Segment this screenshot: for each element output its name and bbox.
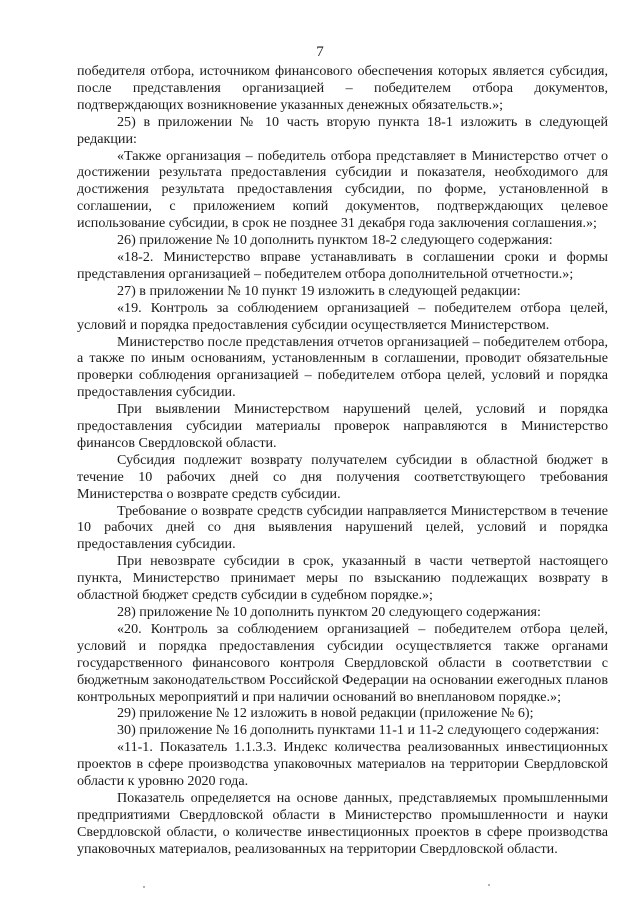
scan-artifact: [488, 884, 490, 886]
paragraph-item-30: 30) приложение № 16 дополнить пунктами 11-1 и 11-2 следующего содержания:: [117, 722, 600, 739]
paragraph-subsidy-return: Субсидия подлежит возврату получателем субсидии в областной бюджет в течение 10 рабочих дней со дня получения соответствующего требования Министерства о возврате средств субсидии.: [77, 451, 608, 502]
page-number: 7: [316, 44, 324, 60]
paragraph-continuation: победителя отбора, источником финансового обеспечения которых является субсидия, после представления организацией – победителем отбора документов, подтверждающих возникновение указанных денежных обязательств.»;: [77, 63, 608, 113]
paragraph-quote-18-1: «Также организация – победитель отбора представляет в Министерство отчет о достижении результата предоставления субсидии и показателя, необходимого для достижения результата предоставления субсидии, по форме, установленной в соглашении, с приложением копий документов, подтверждающих целевое использование субсидии, в срок не позднее 31 декабря года заключения соглашения.»;: [77, 147, 608, 232]
paragraph-quote-18-2: «18-2. Министерство вправе устанавливать в соглашении сроки и формы представления организацией – победителем отбора дополнительной отчетности.»;: [77, 248, 608, 282]
paragraph-violations: При выявлении Министерством нарушений целей, условий и порядка предоставления субсидии материалы проверок направляются в Министерство финансов Свердловской области.: [77, 401, 608, 451]
scan-artifact: [143, 886, 145, 888]
paragraph-item-29: 29) приложение № 12 изложить в новой редакции (приложение № 6);: [117, 705, 534, 722]
paragraph-indicator-definition: Показатель определяется на основе данных, представляемых промышленными предприятиями Свердловской области в Министерство промышленности и науки Свердловской области, о количестве инвестиционных проектов в сфере производства упаковочных материалов, реализованных на территории Свердловской области.: [77, 789, 608, 857]
paragraph-item-25: 25) в приложении № 10 часть вторую пункта 18-1 изложить в следующей редакции:: [77, 113, 608, 147]
paragraph-quote-11-1: «11-1. Показатель 1.1.3.3. Индекс количества реализованных инвестиционных проектов в сфере производства упаковочных материалов на территории Свердловской области к уровню 2020 года.: [77, 739, 608, 790]
paragraph-non-return: При невозврате субсидии в срок, указанный в части четвертой настоящего пункта, Министерство принимает меры по взысканию подлежащих возврату в областной бюджет средств субсидии в судебном порядке.»;: [77, 553, 608, 604]
paragraph-quote-20: «20. Контроль за соблюдением организацией – победителем отбора целей, условий и порядка предоставления субсидии осуществляется также органами государственного финансового контроля Свердловской области в соответствии с бюджетным законодательством Российской Федерации на основании ежегодных планов контрольных мероприятий и при наличии оснований во внеплановом порядке.»;: [77, 620, 608, 705]
document-body: [77, 63, 608, 858]
paragraph-return-requirement: Требование о возврате средств субсидии направляется Министерством в течение 10 рабочих дней со дня выявления нарушений целей, условий и порядка предоставления субсидии.: [77, 502, 608, 553]
paragraph-item-28: 28) приложение № 10 дополнить пунктом 20 следующего содержания:: [117, 604, 541, 620]
paragraph-item-27: 27) в приложении № 10 пункт 19 изложить в следующей редакции:: [117, 282, 521, 299]
paragraph-quote-19: «19. Контроль за соблюдением организацией – победителем отбора целей, условий и порядка предоставления субсидии осуществляется Министерством.: [77, 299, 608, 333]
paragraph-ministry-checks: Министерство после представления отчетов организацией – победителем отбора, а также по иным основаниям, установленным в соглашении, проводит обязательные проверки соблюдения организацией – победителем отбора целей, условий и порядка предоставления субсидии.: [77, 333, 608, 401]
paragraph-item-26: 26) приложение № 10 дополнить пунктом 18-2 следующего содержания:: [117, 232, 553, 249]
